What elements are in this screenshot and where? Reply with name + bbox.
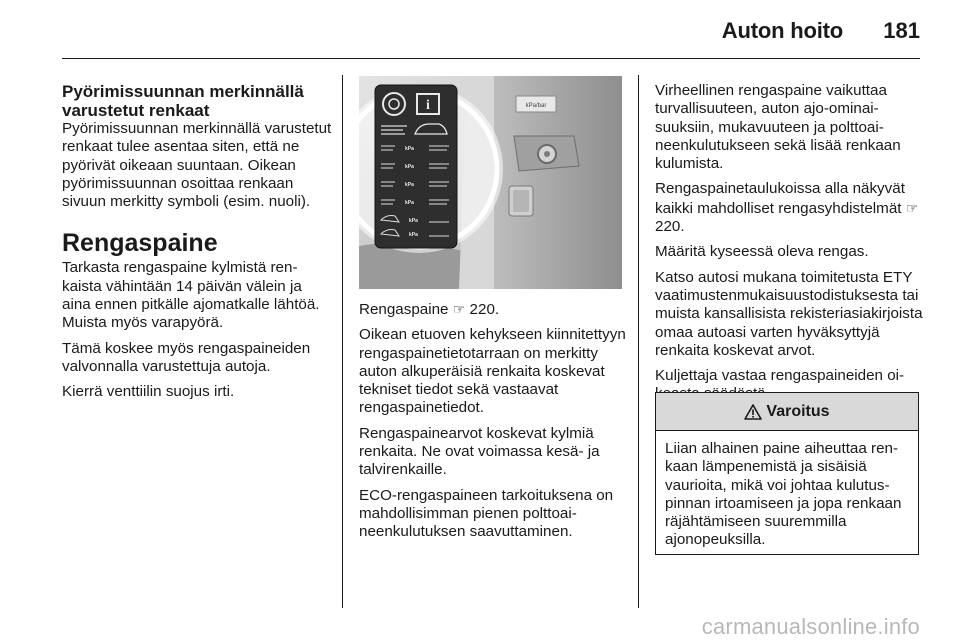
figure-caption [359,300,629,319]
warning-body: Liian alhainen paine aiheuttaa renkaan lämpenemistä ja sisäisiä vaurioita, mikä voi johtaa kulutuspinnan irtoamiseen ja jopa renkaan räjähtämiseen suuremmilla ajonopeuksilla. [665,440,902,549]
warning-box [655,392,919,555]
paragraph-rotation: Pyörimissuunnan merkinnällä varustetut renkaat tulee asentaa siten, että ne pyörivät oikeaan suuntaan. Oikean pyörimissuunnan osoittaa renkaan sivuun merkitty symboli (esim. nuoli). [62,120,332,211]
page-ref-icon: ☞ [452,301,466,317]
caption-text: Rengaspaine [359,301,449,318]
warning-header [656,393,918,431]
column-divider-right [638,75,639,608]
label-unit-row5: kPa [409,218,418,224]
column-left [62,82,332,409]
label-unit-row2: kPa [405,164,414,170]
paragraph-driver-responsibility: Kuljettaja vastaa rengaspaineiden oi [655,367,905,385]
paragraph-door-label: Oikean etuoven kehykseen kiinnitettyyn rengaspainetietotarraan on merkitty auton alkuperäisiä renkaita koskevat tekniset tiedot sekä vastaavat rengaspainetiedot. [359,326,626,417]
heading-tyre-pressure: Rengaspaine [62,229,218,258]
paragraph-monitoring: Tämä koskee myös rengaspaineiden valvonnalla varustettuja autoja. [62,339,311,375]
label-unit-row4: kPa [405,200,414,206]
column-middle [359,300,629,549]
warning-title: Varoitus [766,402,830,420]
paragraph-check-pressure: Tarkasta rengaspaine kylmistä renkaista vähintään 14 päivän välein ja aina ennen pitkälle ajomatkalle lähtöä. Muista myös varapyörä. [62,259,320,332]
paragraph-eec-certificate: Katso autosi mukana toimitetusta ETY vaatimustenmukaisuustodistuksesta tai muista kansallisista rekisteriasiakirjoista omaa autoasi varten hyväksyttyjä renkaita koskevat arvot. [655,268,923,359]
column-divider-left [342,75,343,608]
label-unit-row6: kPa [409,232,418,238]
label-unit-row1: kPa [405,146,414,152]
page-header [0,0,960,66]
paragraph-incorrect-pressure: Virheellinen rengaspaine vaikuttaa turvallisuuteen, auton ajo-ominaisuuksiin, mukavuuteen ja polttoaineenkulutukseen sekä lisää renkaan kulumista. [655,82,901,173]
warning-triangle-icon [744,404,762,420]
caption-page-ref[interactable]: 220. [469,301,500,318]
page-ref-icon: ☞ [905,199,919,216]
door-sticker-unit: kPa/bar [525,103,547,109]
header-divider [62,58,920,59]
svg-text:i: i [426,98,430,113]
paragraph-determine-tyre: Määritä kyseessä oleva rengas. [655,243,869,261]
paragraph-valve-cap: Kierrä venttiilin suojus irti. [62,383,235,401]
page-number: 181 [883,18,920,43]
label-unit-row3: kPa [405,182,414,188]
heading-rotation-tyres: Pyörimissuunnan merkinnällä varustetut renkaat [62,82,304,120]
paragraph-cold-tyres: Rengaspainearvot koskevat kylmiä renkaita. Ne ovat voimassa kesä- ja talvirenkaille. [359,424,600,479]
watermark: carmanualsonline.info [701,614,920,639]
column-right [655,82,923,411]
tyre-pressure-label-photo [359,76,622,289]
paragraph-pressure-tables [655,180,923,236]
tables-page-ref[interactable]: 220. [655,218,685,236]
tables-text: Rengaspainetaulukoissa alla näkyvät kaikki mahdolliset rengasyhdistelmät [655,180,905,217]
paragraph-eco-pressure: ECO-rengaspaineen tarkoituksena on mahdollisimman pienen polttoaineenkulutuksen saavuttaminen. [359,486,614,541]
chapter-title: Auton hoito [721,18,843,43]
